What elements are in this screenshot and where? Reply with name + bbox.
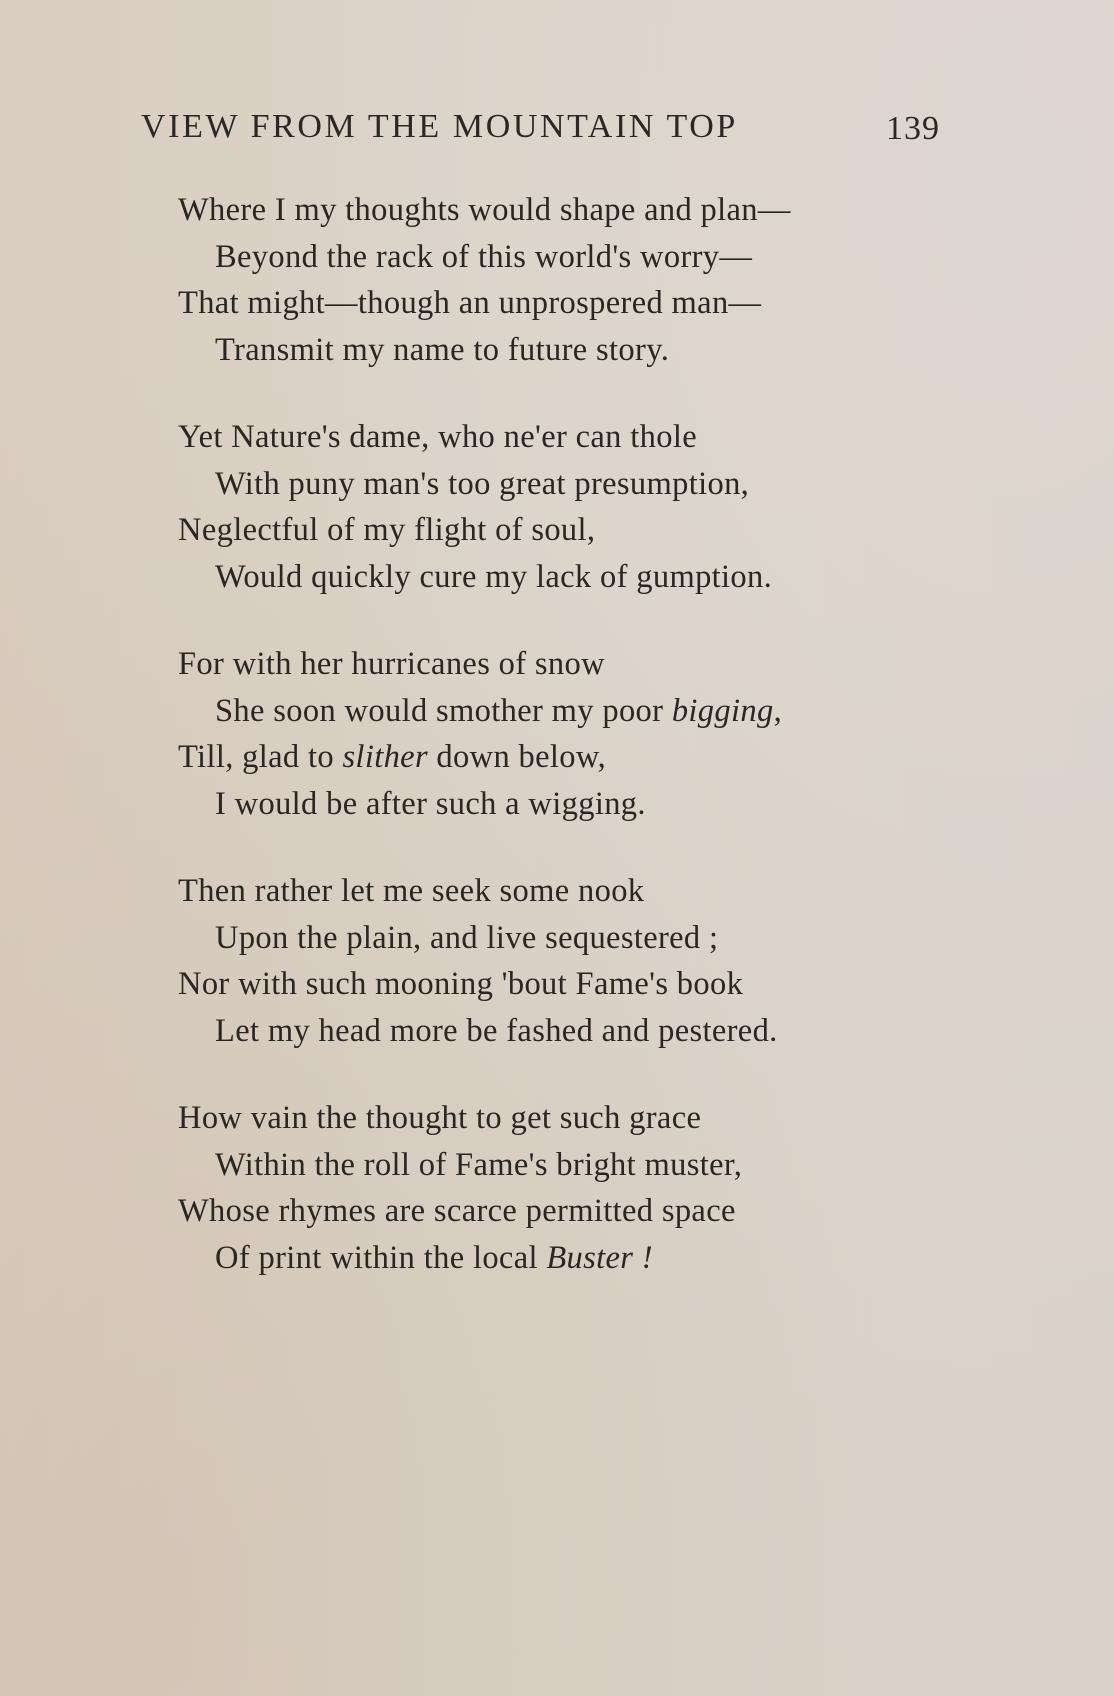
line-text: She soon would smother my poor [215, 692, 672, 729]
italic-word: Buster ! [546, 1239, 653, 1276]
chapter-title: VIEW FROM THE MOUNTAIN TOP [141, 108, 738, 145]
poem-line: That might—though an unprospered man— [178, 285, 762, 321]
stanza-2 [178, 414, 938, 600]
poem-line: Let my head more be fashed and pestered. [215, 1012, 778, 1049]
poem-line: I would be after such a wigging. [215, 785, 646, 822]
running-head [141, 108, 941, 152]
page-number: 139 [886, 110, 940, 147]
poem-line: Beyond the rack of this world's worry— [215, 238, 753, 275]
stanza-4 [178, 868, 938, 1054]
line-text: Till, glad to [178, 739, 343, 775]
stanza-1 [178, 187, 938, 373]
poem-line [178, 688, 938, 735]
poem [178, 187, 938, 1322]
poem-line: Transmit my name to future story. [215, 331, 670, 368]
poem-line: Whose rhymes are scarce permitted space [178, 1193, 736, 1229]
poem-line [178, 734, 938, 781]
poem-line: Nor with such mooning 'bout Fame's book [178, 966, 744, 1002]
line-text: Of print within the local [215, 1239, 547, 1276]
poem-line: Then rather let me seek some nook [178, 873, 645, 909]
poem-line: Within the roll of Fame's bright muster, [215, 1146, 743, 1183]
poem-line: How vain the thought to get such grace [178, 1100, 702, 1136]
poem-line [178, 1235, 938, 1282]
poem-line: With puny man's too great presumption, [215, 465, 750, 502]
poem-line: Neglectful of my flight of soul, [178, 512, 596, 548]
poem-line: Where I my thoughts would shape and plan— [178, 192, 791, 228]
italic-word: bigging [671, 692, 774, 729]
poem-line: Upon the plain, and live sequestered ; [215, 919, 719, 956]
line-text: down below, [427, 739, 607, 775]
poem-line: Would quickly cure my lack of gumption. [215, 558, 773, 595]
line-text: , [773, 692, 783, 729]
poem-line: Yet Nature's dame, who ne'er can thole [178, 419, 697, 455]
poem-line: For with her hurricanes of snow [178, 646, 605, 682]
italic-word: slither [342, 739, 428, 775]
stanza-3 [178, 641, 938, 827]
stanza-5 [178, 1095, 938, 1281]
